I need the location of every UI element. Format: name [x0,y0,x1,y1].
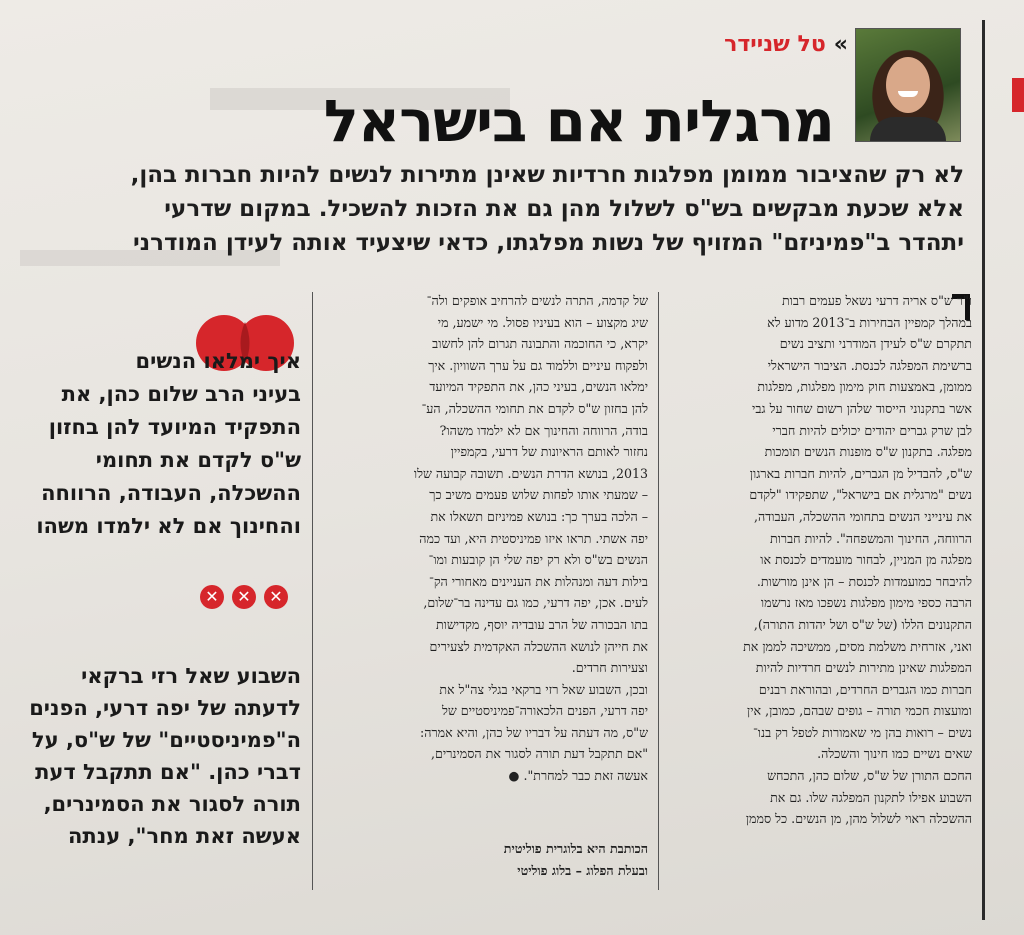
text-line: מפלגה מן המניין, לבחור מועמדים לכנסת או [760,552,972,568]
text-line: הנשים בש"ס ולא רק יפה שלי הן קובעות ומו־ [428,552,648,568]
text-line: המפלגות שאינן מתירות לנשים חרדיות להיות [755,660,972,676]
x-mark-icon: ✕ [264,585,288,609]
text-line: בעיני הרב שלום כהן, את [61,382,301,406]
column-rule [312,292,313,890]
text-line: תורה לסגור את הסמינרים, [43,792,301,816]
text-line: ולפקוח עיניים וללמוד גם על ערך השוויון. איך [428,357,648,373]
text-line: ובעלת הפלוג – בלוג פוליטי [517,862,648,878]
next-column-red-accent [1012,78,1024,112]
author-photo [855,28,961,142]
text-line: נשים "מרגלית אם בישראל", שתפקידו "לקדם [749,487,972,503]
text-line: – שמעתי אותו לפחות שלוש פעמים משיב כך [429,487,648,503]
article-column-1 [666,290,972,830]
text-line: בודה, הרווחה והחינוך אם לא ילמדו משהו? [439,422,648,438]
text-line: בילות דעה ומנהלות את העניינים מאחורי הק־ [429,573,648,589]
text-line: ש"ס, מה דעתה על דבריו של כהן, והיא אמרה: [419,724,648,740]
text-line: יפה אשתי. תראו איזו פמיניסטית היא, ועד כמה [419,530,648,546]
text-line: הרבה כספי מימון מפלגות נשפכו מאז נרשמו [760,595,972,611]
text-line: יקרא, כי החוכמה והתבונה תגרום להן לחשוב [432,336,648,352]
x-mark-icon: ✕ [232,585,256,609]
text-line: מפלגה. בתקנון ש"ס מופנות הנשים תומכות [764,444,972,460]
text-line: שאים נשיים כמו חינוך והשכלה. [817,746,972,762]
byline [724,32,844,57]
text-line: החכם התורן של ש"ס, שלום כהן, התכחש [767,768,972,784]
text-line: שיג מקצוע – הוא בעיניו פסול. מי ישמע, מי [437,314,648,330]
text-line: ובכן, השבוע שאל רזי ברקאי בגלי צה"ל את [439,681,648,697]
text-line: השבוע אפילו לתקנון המפלגה שלו. גם את [770,789,972,805]
page-right-rule [982,20,985,920]
text-line: נחזור לאותם הראיונות של דרעי, בקמפיין [450,444,648,460]
text-line: וצעירות חרדים. [571,660,648,676]
text-line: בתו הבכורה של הרב עובדיה יוסף, מקדישות [435,616,648,632]
text-line: דברי כהן. "אם תתקבל דעת [35,760,301,784]
text-line: אעשה זאת כבר למחרת". ● [508,768,648,784]
text-line: את עינייני הנשים בתחומי ההשכלה, העבודה, [753,508,972,524]
text-line: אעשה זאת מחר", ענתה [67,824,301,848]
text-line: איך ימלאו הנשים [135,349,301,373]
text-line: – הלכה בערך כך: בנושא פמיניזם תשאלו את [430,508,648,524]
text-line: התקנונים הללו (של ש"ס ושל יהדות התורה), [753,616,972,632]
text-line: ו"ר ש"ס אריה דרעי נשאל פעמים רבות [781,293,972,308]
text-line: נשים – רואות בהן מי שאמורות לטפל רק בנו־ [752,724,972,740]
text-line: והחינוך אם לא ילמדו משהו [36,514,301,538]
text-line: להן בחזון ש"ס לקדם את תחומי ההשכלה, הע־ [421,400,648,416]
text-line: השבוע שאל רזי ברקאי [81,664,301,688]
text-line: ה"פמיניסטיים" של ש"ס, על [31,728,301,752]
author-credit [318,838,648,881]
text-line: חברות כמו הגברים החרדים, ובהוראת רבנים [758,681,972,697]
text-line: לעים. אכן, יפה דרעי, כמו גם עדינה בר־שלום, [423,595,648,611]
text-line: ימלאו הנשים, בעיני כהן, את התפקיד המיועד [429,379,648,395]
text-line: ואני, אזרחית משלמת מסים, ממשיכה לממן את [743,638,972,654]
text-line: את חייהן לנושא ההשכלה האקדמית לצעירים [429,638,648,654]
byline-arrows-icon: » [833,32,844,57]
text-line: הכותבת היא בלוגרית פוליטית [503,841,648,856]
byline-author: טל שניידר [724,32,826,57]
text-line: יפה דרעי, הפנים הלכאורה־פמיניסטיים של [441,703,648,719]
text-line: 2013, בנושא הדרת הנשים. תשובה קבועה שלו [413,465,648,481]
text-line: אשר בתקנוני הייסוד שלהן רשום שחור על גבי [752,400,972,416]
text-line: ומועצות חכמי תורה – גופים שבהם, כמובן, אין [747,703,972,719]
text-line: ממומן, באמצעות חוק מימון מפלגות, מפלגות [757,379,972,395]
text-line: ההשכלה, העבודה, הרווחה [41,481,301,505]
text-line: תתקרם ש"ס לעידן המודרני ותציב נשים [779,336,972,352]
text-line: ההשכלה ראוי לשלול מהן, מן הנשים. כל סממן [745,811,972,827]
text-line: "אם תתקבל דעת תורה לסגור את הסמינרים, [431,746,648,762]
text-line: הרווחה, החינוך והמשפחה". להיות חברות [770,530,972,546]
text-line: ברשימת המפלגה לכנסת. הציבור הישראלי [767,357,972,373]
subhead [64,158,964,260]
text-line: לדעתה של יפה דרעי, הפנים [29,696,301,720]
sidebar-question [1,345,301,543]
sidebar-pullquote [1,660,301,852]
article-column-2 [318,290,648,787]
column-rule [658,292,659,890]
x-mark-icon: ✕ [200,585,224,609]
subhead-line: אלא שכעת מבקשים בש"ס לשלול מהן גם את הזכות להשכיל. במקום שדרעי [164,196,964,222]
text-line: ש"ס, להבדיל מן הגברים, להיות חברות בארגון [749,465,972,481]
text-line: במהלך קמפיין הבחירות ב־2013 מדוע לא [767,314,972,330]
text-line: התפקיד המיועד להן בחזון [48,415,301,439]
text-line: ש"ס לקדם את תחומי [95,448,301,472]
separator-marks [200,585,288,609]
subhead-line: לא רק שהציבור ממומן מפלגות חרדיות שאינן מתירות לנשים להיות חברות בהן, [130,162,964,188]
headline: מרגלית אם בישראל [323,87,834,155]
text-line: להיבחר כמועמדות לכנסת – הן אינן מורשות. [756,573,972,589]
text-line: של קדמה, התרה לנשים להרחיב אופקים ולה־ [426,293,648,308]
subhead-line: יתהדר ב"פמיניזם" המזויף של נשות מפלגתו, כדאי שיצעיד אותה לעידן המודרני [132,230,964,256]
text-line: לבן שרק גברים יהודים יכולים להיות חברי [772,422,972,438]
